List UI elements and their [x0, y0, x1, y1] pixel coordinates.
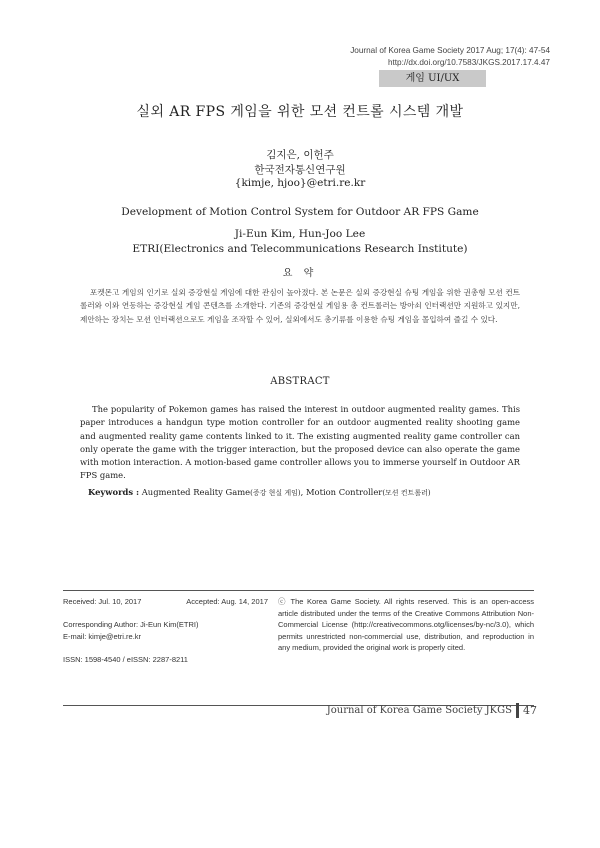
abstract-text: The popularity of Pokemon games has raised the interest in outdoor augmented reality games. This paper introduces a handgun type motion controller for an outdoor augmented reality shooting game and augmented reality game contents linked to it. The existing augmented reality game controller can only operate the game with the trigger interaction, but the proposed device can also operate the game with motion interaction. A motion-based game controller allows you to immerse yourself in Outdoor AR FPS game. — [80, 404, 520, 481]
keywords-label: Keywords : — [88, 487, 140, 497]
korean-abstract-heading: 요 약 — [282, 268, 318, 279]
doi-link[interactable]: http://dx.doi.org/10.7583/JKGS.2017.17.4.47 — [387, 58, 550, 67]
page-footer — [327, 700, 537, 720]
corresponding-author: Corresponding Author: Ji-Eun Kim(ETRI) — [63, 620, 199, 630]
footnote-divider — [63, 590, 534, 591]
received-date: Received: Jul. 10, 2017 — [63, 597, 142, 606]
journal-info: Journal of Korea Game Society 2017 Aug; 17(4): 47-54 — [350, 46, 550, 55]
keyword-1-korean: (증강 현실 게임) — [250, 489, 301, 497]
keyword-2: Motion Controller — [305, 487, 383, 497]
abstract-heading: ABSTRACT — [270, 376, 330, 387]
english-title: Development of Motion Control System for Outdoor AR FPS Game — [121, 206, 479, 218]
accepted-date: Accepted: Aug. 14, 2017 — [186, 597, 268, 606]
korean-authors: 김지은, 이헌주 — [266, 149, 334, 161]
keyword-separator: , — [300, 487, 306, 497]
article-info — [63, 596, 268, 666]
korean-title: 실외 AR FPS 게임을 위한 모션 컨트롤 시스템 개발 — [136, 104, 464, 120]
page-number: 47 — [523, 703, 537, 717]
keyword-2-korean: (모션 컨트롤러) — [382, 489, 431, 497]
license-notice: ⓒ The Korea Game Society. All rights reserved. This is an open-access article distributed under the terms of the Creative Commons Attribution Non-Commercial License (http://creativecommons.otg/licenses/by-nc/3.0), which permits unrestricted non-commercial use, distribution, and reproduction in any medium, provided the original work is properly cited. — [278, 597, 534, 653]
issn: ISSN: 1598-4540 / eISSN: 2287-8211 — [63, 654, 188, 664]
category-tag: 게임 UI/UX — [379, 70, 486, 87]
keyword-1: Augmented Reality Game — [141, 487, 251, 497]
corresponding-email: E-mail: kimje@etri.re.kr — [63, 631, 142, 641]
author-emails: {kimje, hjoo}@etri.re.kr — [234, 177, 366, 189]
english-affiliation: ETRI(Electronics and Telecommunications Research Institute) — [132, 243, 468, 255]
korean-abstract-text: 포켓몬고 게임의 인기로 실외 증강현실 게임에 대한 관심이 높아졌다. 본 논문은 실외 증강현실 슈팅 게임을 위한 권총형 모션 컨트롤러와 이와 연동하는 증강현실 게임 콘텐츠를 소개한다. 기존의 증강현실 게임용 총 컨트롤러는 방아쇠 인터랙션만 지원하고 있지만, 제안하는 장치는 모션 인터랙션으로도 게임을 조작할 수 있어, 실외에서도 총기류를 이용한 슈팅 게임을 몰입하여 즐길 수 있다. — [80, 288, 520, 324]
keywords — [88, 487, 528, 498]
english-authors: Ji-Eun Kim, Hun-Joo Lee — [234, 228, 366, 240]
korean-affiliation: 한국전자통신연구원 — [254, 164, 346, 176]
footer-bar — [516, 703, 519, 718]
footer-journal: Journal of Korea Game Society JKGS — [326, 704, 512, 716]
